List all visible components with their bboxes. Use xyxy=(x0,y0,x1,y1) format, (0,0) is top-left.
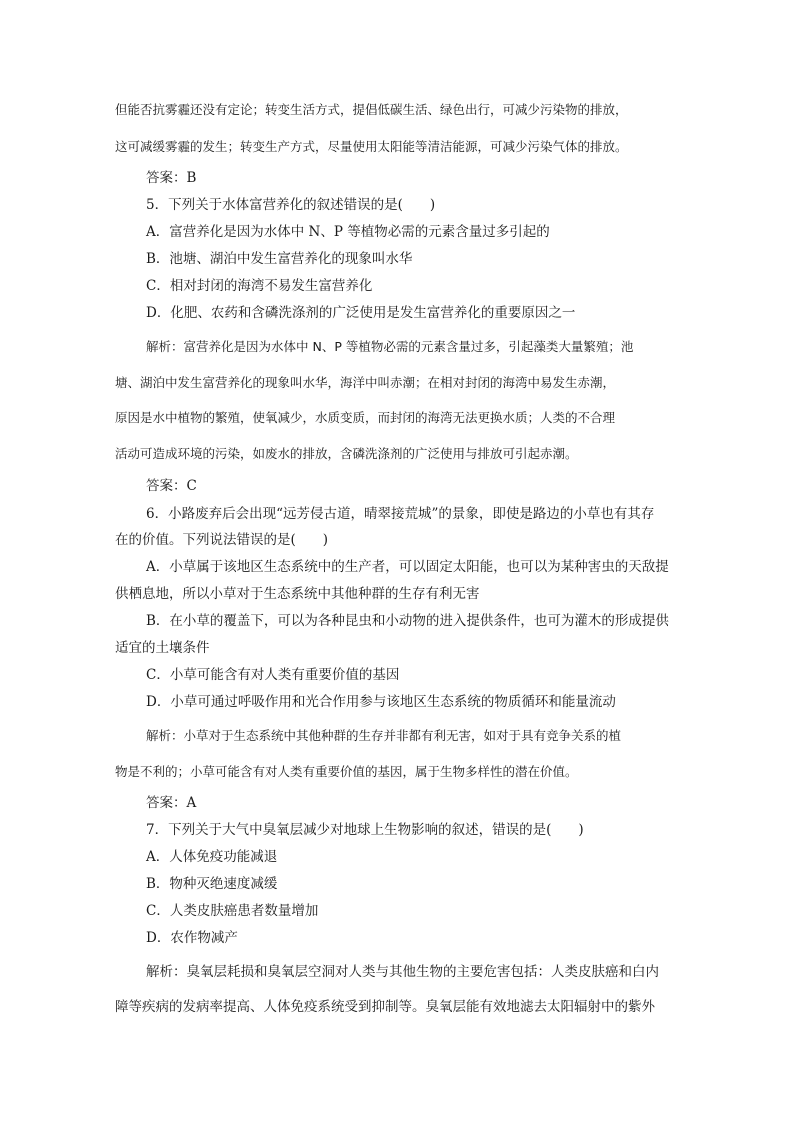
option-c: C．相对封闭的海湾不易发生富营养化 xyxy=(146,278,373,294)
option-b: B．池塘、湖泊中发生富营养化的现象叫水华 xyxy=(146,251,413,267)
answer-line: 答案：B xyxy=(146,170,197,186)
option-b: B．在小草的覆盖下，可以为各种昆虫和小动物的进入提供条件，也可为灌木的形成提供 xyxy=(146,613,669,629)
explanation-line: 但能否抗雾霾还没有定论；转变生活方式，提倡低碳生活、绿色出行，可减少污染物的排放， xyxy=(115,102,628,117)
option-a: 供栖息地，所以小草对于生态系统中其他种群的生存有利无害 xyxy=(115,586,480,602)
question-stem: 6．小路废弃后会出现“远芳侵古道，晴翠接荒城”的景象，即使是路边的小草也有其存 xyxy=(146,506,655,522)
option-d: D．化肥、农药和含磷洗涤剂的广泛使用是发生富营养化的重要原因之一 xyxy=(146,305,576,321)
answer-line: 答案：A xyxy=(146,795,197,811)
option-b: B．物种灭绝速度减缓 xyxy=(146,876,278,892)
option-d: D．农作物减产 xyxy=(146,930,238,946)
question-stem: 在的价值。下列说法错误的是( ) xyxy=(115,532,329,548)
explanation-line: 活动可造成环境的污染，如废水的排放，含磷洗涤剂的广泛使用与排放可引起赤潮。 xyxy=(115,446,578,461)
option-c: C．人类皮肤癌患者数量增加 xyxy=(146,903,319,919)
explanation-line: 解析：臭氧层耗损和臭氧层空洞对人类与其他生物的主要危害包括：人类皮肤癌和白内 xyxy=(146,964,659,980)
option-d: D．小草可通过呼吸作用和光合作用参与该地区生态系统的物质循环和能量流动 xyxy=(146,694,616,710)
option-b: 适宜的土壤条件 xyxy=(115,640,210,656)
explanation-line: 塘、湖泊中发生富营养化的现象叫水华，海洋中叫赤潮；在相对封闭的海湾中易发生赤潮， xyxy=(115,375,616,390)
question-stem: 5．下列关于水体富营养化的叙述错误的是( ) xyxy=(146,197,436,213)
answer-line: 答案：C xyxy=(146,478,197,494)
explanation-line: 解析：小草对于生态系统中其他种群的生存并非都有利无害，如对于具有竞争关系的植 xyxy=(146,728,622,743)
option-a: A．富营养化是因为水体中 N、P 等植物必需的元素含量过多引起的 xyxy=(146,224,550,240)
explanation-line: 这可减缓雾霾的发生；转变生产方式，尽量使用太阳能等清洁能源，可减少污染气体的排放。 xyxy=(115,139,628,154)
question-stem: 7．下列关于大气中臭氧层减少对地球上生物影响的叙述，错误的是( ) xyxy=(146,822,584,838)
explanation-line: 物是不利的；小草可能含有对人类有重要价值的基因，属于生物多样性的潜在价值。 xyxy=(115,764,578,779)
option-a: A．人体免疫功能减退 xyxy=(146,849,278,865)
explanation-line: 解析：富营养化是因为水体中 N、P 等植物必需的元素含量过多，引起藻类大量繁殖；池 xyxy=(146,339,634,354)
option-c: C．小草可能含有对人类有重要价值的基因 xyxy=(146,667,400,683)
option-a: A．小草属于该地区生态系统中的生产者，可以固定太阳能，也可以为某种害虫的天敌提 xyxy=(146,559,669,575)
explanation-line: 障等疾病的发病率提高、人体免疫系统受到抑制等。臭氧层能有效地滤去太阳辐射中的紫外 xyxy=(115,999,655,1015)
explanation-line: 原因是水中植物的繁殖，使氧减少，水质变质，而封闭的海湾无法更换水质；人类的不合理 xyxy=(115,410,616,425)
